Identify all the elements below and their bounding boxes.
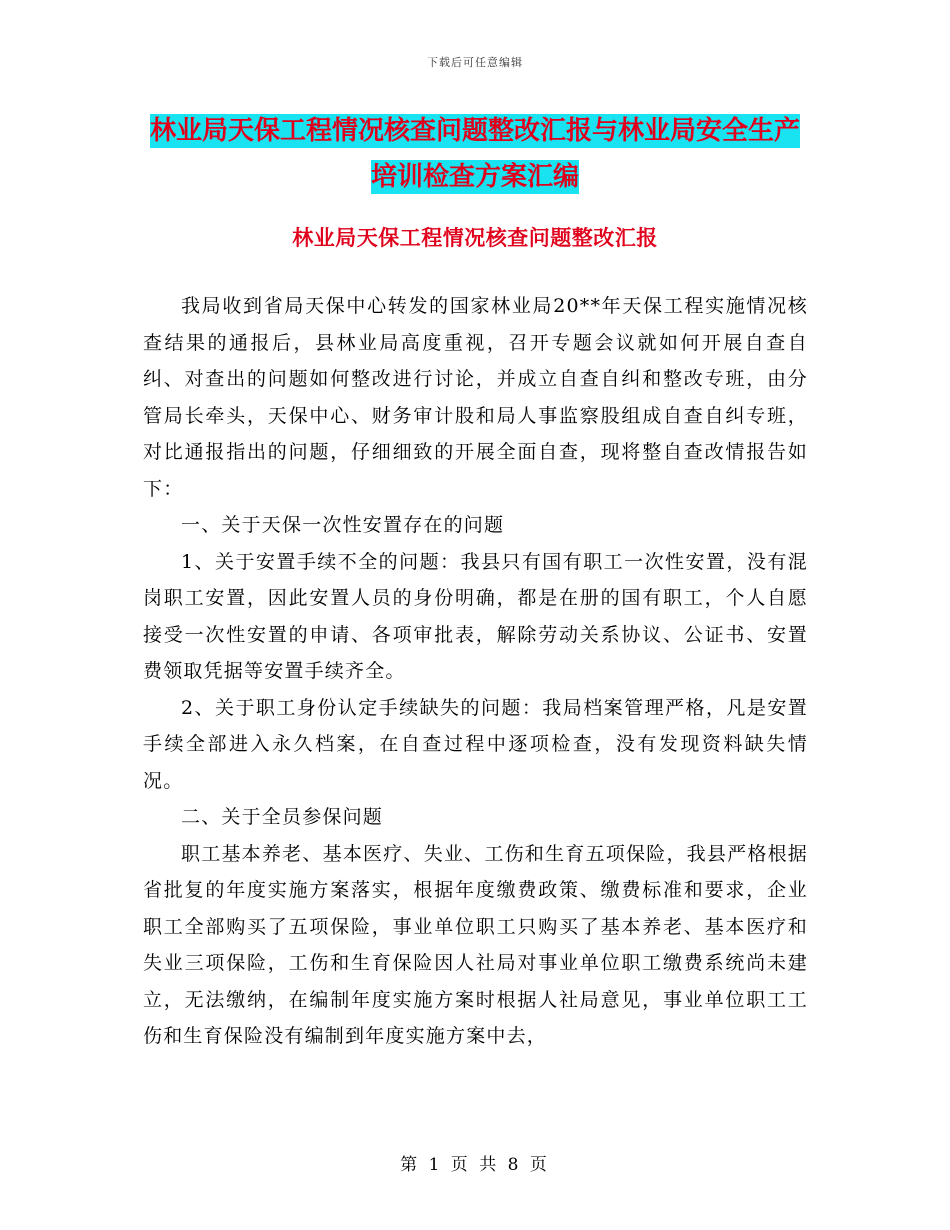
page-number-footer: 第 1 页 共 8 页 [400, 1155, 550, 1175]
paragraph-heading: 二、关于全员参保问题 [181, 806, 384, 828]
paragraph-heading: 一、关于天保一次性安置存在的问题 [181, 514, 505, 536]
section-title: 林业局天保工程情况核查问题整改汇报 [292, 226, 658, 250]
paragraph: 2、关于职工身份认定手续缺失的问题：我局档案管理严格，凡是安置手续全部进入永久档案，在自查过程中逐项检查，没有发现资料缺失情况。 [143, 696, 808, 792]
paragraph: 职工基本养老、基本医疗、失业、工伤和生育五项保险，我县严格根据省批复的年度实施方案落实，根据年度缴费政策、缴费标准和要求，企业职工全部购买了五项保险，事业单位职工只购买了基本养老、基本医疗和失业三项保险，工伤和生育保险因人社局对事业单位职工缴费系统尚未建立，无法缴纳，在编制年度实施方案时根据人社局意见，事业单位职工工伤和生育保险没有编制到年度实施方案中去， [143, 842, 808, 1047]
document-title [140, 108, 810, 200]
body-text [143, 288, 808, 1055]
document-title-text: 林业局天保工程情况核查问题整改汇报与林业局安全生产培训检查方案汇编 [149, 116, 800, 192]
paragraph: 我局收到省局天保中心转发的国家林业局20**年天保工程实施情况核查结果的通报后，县林业局高度重视，召开专题会议就如何开展自查自纠、对查出的问题如何整改进行讨论，并成立自查自纠和整改专班，由分管局长牵头，天保中心、财务审计股和局人事监察股组成自查自纠专班，对比通报指出的问题，仔细细致的开展全面自查，现将整自查改情报告如下： [143, 295, 808, 500]
paragraph: 1、关于安置手续不全的问题：我县只有国有职工一次性安置，没有混岗职工安置，因此安置人员的身份明确，都是在册的国有职工，个人自愿接受一次性安置的申请、各项审批表，解除劳动关系协议、公证书、安置费领取凭据等安置手续齐全。 [143, 550, 808, 682]
header-note: 下载后可任意编辑 [427, 56, 523, 69]
